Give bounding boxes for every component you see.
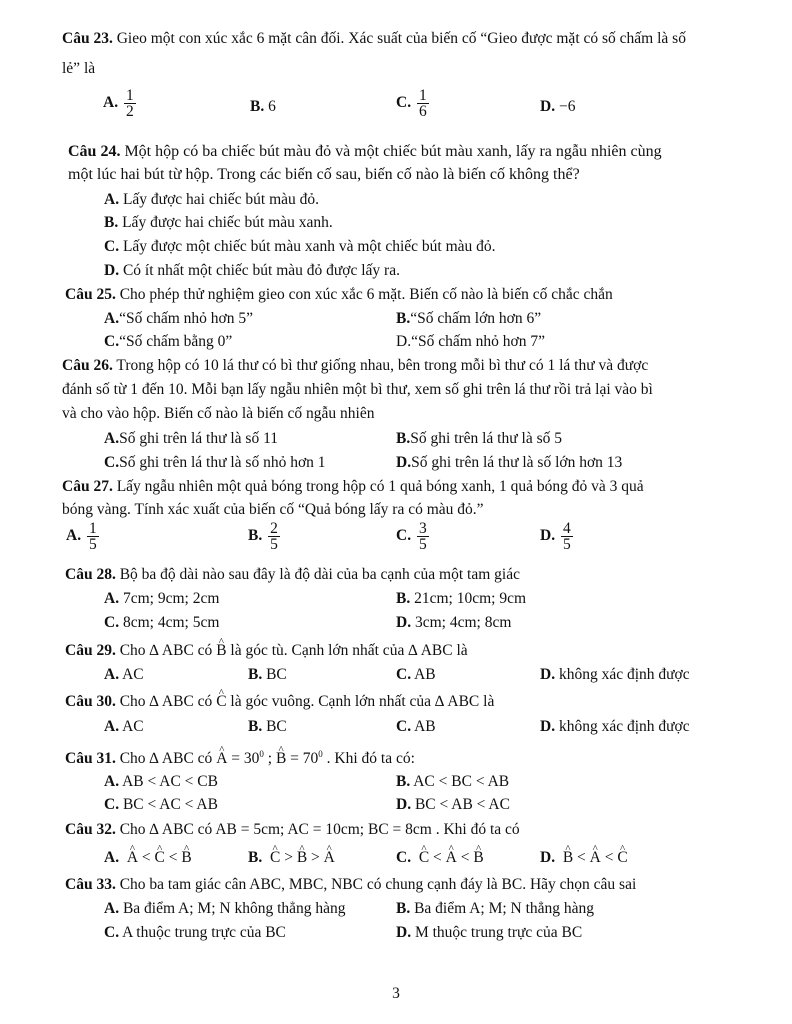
- q32-option-d[interactable]: D. ^ B < ^ A < ^ C: [540, 849, 628, 867]
- q26-stem-cont1: đánh số từ 1 đến 10. Mỗi bạn lấy ngẫu nhiên một bì thư, xem số ghi trên lá thư rồi trả lại vào bì: [62, 381, 653, 398]
- q29-option-b[interactable]: B. BC: [248, 666, 287, 683]
- fraction: $\frac{4}{5}$: [562, 520, 571, 553]
- q31-option-d[interactable]: D. BC < AB < AC: [396, 796, 510, 813]
- q26-stem: Câu 26. Trong hộp có 10 lá thư có bì thư giống nhau, bên trong mỗi bì thư có 1 lá thư và được: [62, 357, 649, 374]
- q28-option-c[interactable]: C. 8cm; 4cm; 5cm: [104, 614, 220, 631]
- q24-option-b[interactable]: B. Lấy được hai chiếc bút màu xanh.: [104, 214, 333, 231]
- q23-option-d[interactable]: D. −6: [540, 98, 576, 115]
- q23-option-b[interactable]: B. 6: [250, 98, 276, 115]
- q29-option-d[interactable]: D. không xác định được: [540, 666, 690, 683]
- q32-stem: Câu 32. Cho ∆ ABC có AB = 5cm; AC = 10cm; BC = 8cm . Khi đó ta có: [65, 821, 520, 838]
- q26-option-b[interactable]: B.Số ghi trên lá thư là số 5: [396, 430, 562, 447]
- q28-option-b[interactable]: B. 21cm; 10cm; 9cm: [396, 590, 527, 607]
- fraction: $\frac{2}{5}$: [270, 520, 278, 553]
- q25-stem: Câu 25. Cho phép thử nghiệm gieo con xúc xắc 6 mặt. Biến cố nào là biến cố chắc chắn: [65, 286, 613, 303]
- q29-option-a[interactable]: A. AC: [104, 666, 144, 683]
- q24-stem: Câu 24. Một hộp có ba chiếc bút màu đỏ và một chiếc bút màu xanh, lấy ra ngẫu nhiên cùng: [68, 143, 662, 160]
- q27-option-a[interactable]: A. $\frac{1}{5}$: [66, 520, 97, 553]
- fraction: $\frac{1}{2}$: [125, 87, 134, 120]
- q24-option-a[interactable]: A. Lấy được hai chiếc bút màu đỏ.: [104, 191, 320, 208]
- q25-option-d[interactable]: D.“Số chấm nhỏ hơn 7”: [396, 333, 545, 350]
- q30-option-a[interactable]: A. AC: [104, 718, 144, 735]
- q31-option-b[interactable]: B. AC < BC < AB: [396, 773, 510, 790]
- q30-stem: Câu 30. Cho ∆ ABC có ^ C là góc vuông. Cạnh lớn nhất của ∆ ABC là: [65, 693, 494, 711]
- q27-option-c[interactable]: C. $\frac{3}{5}$: [396, 520, 427, 553]
- fraction: $\frac{1}{6}$: [418, 87, 427, 120]
- q24-stem-cont: một lúc hai bút từ hộp. Trong các biến cố sau, biến cố nào là biến cố không thể?: [68, 166, 580, 183]
- q32-option-a[interactable]: A. ^ A < ^ C < ^ B: [104, 849, 192, 867]
- q23-stem-cont: lẻ” là: [62, 60, 96, 77]
- angle-a: ^ A: [216, 750, 227, 768]
- q33-option-b[interactable]: B. Ba điểm A; M; N thẳng hàng: [396, 900, 595, 917]
- fraction: $\frac{3}{5}$: [418, 520, 427, 553]
- q25-option-a[interactable]: A.“Số chấm nhỏ hơn 5”: [104, 310, 253, 327]
- q26-option-c[interactable]: C.Số ghi trên lá thư là số nhỏ hơn 1: [104, 454, 326, 471]
- q23-option-c[interactable]: C. $\frac{1}{6}$: [396, 87, 427, 120]
- q23-stem: Câu 23. Gieo một con xúc xắc 6 mặt cân đối. Xác suất của biến cố “Gieo được mặt có số chấm là số: [62, 30, 686, 47]
- q25-option-c[interactable]: C.“Số chấm bằng 0”: [104, 333, 233, 350]
- angle-b: ^ B: [276, 750, 286, 768]
- q24-option-c[interactable]: C. Lấy được một chiếc bút màu xanh và một chiếc bút màu đỏ.: [104, 238, 496, 255]
- q33-option-d[interactable]: D. M thuộc trung trực của BC: [396, 924, 583, 941]
- q30-option-b[interactable]: B. BC: [248, 718, 287, 735]
- q27-stem-cont: bóng vàng. Tính xác xuất của biến cố “Quả bóng lấy ra có màu đỏ.”: [62, 501, 484, 518]
- q25-option-b[interactable]: B.“Số chấm lớn hơn 6”: [396, 310, 542, 327]
- q33-stem: Câu 33. Cho ba tam giác cân ABC, MBC, NBC có chung cạnh đáy là BC. Hãy chọn câu sai: [65, 876, 637, 893]
- q26-option-a[interactable]: A.Số ghi trên lá thư là số 11: [104, 430, 279, 447]
- q28-stem: Câu 28. Bộ ba độ dài nào sau đây là độ dài của ba cạnh của một tam giác: [65, 566, 520, 583]
- fraction: $\frac{1}{5}$: [88, 520, 97, 553]
- q26-option-d[interactable]: D.Số ghi trên lá thư là số lớn hơn 13: [396, 454, 623, 471]
- page-number: 3: [392, 985, 400, 1002]
- q31-option-c[interactable]: C. BC < AC < AB: [104, 796, 218, 813]
- q23-option-a[interactable]: A. $\frac{1}{2}$: [103, 87, 134, 120]
- q29-option-c[interactable]: C. AB: [396, 666, 436, 683]
- q29-stem: Câu 29. Cho ∆ ABC có ^ B là góc tù. Cạnh lớn nhất của ∆ ABC là: [65, 642, 468, 660]
- q24-option-d[interactable]: D. Có ít nhất một chiếc bút màu đỏ được lấy ra.: [104, 262, 400, 279]
- angle-b: ^ B: [216, 642, 226, 660]
- q32-option-c[interactable]: C. ^ C < ^ A < ^ B: [396, 849, 484, 867]
- q27-option-d[interactable]: D. $\frac{4}{5}$: [540, 520, 571, 553]
- q27-option-b[interactable]: B. $\frac{2}{5}$: [248, 520, 278, 553]
- q30-option-c[interactable]: C. AB: [396, 718, 436, 735]
- q26-stem-cont2: và cho vào hộp. Biến cố nào là biến cố ngẫu nhiên: [62, 405, 375, 422]
- q28-option-d[interactable]: D. 3cm; 4cm; 8cm: [396, 614, 512, 631]
- q33-option-a[interactable]: A. Ba điểm A; M; N không thẳng hàng: [104, 900, 346, 917]
- q31-option-a[interactable]: A. AB < AC < CB: [104, 773, 218, 790]
- q31-stem: Câu 31. Cho ∆ ABC có ^ $A = 30^0$ ; ^ $B = 70^0$ . Khi đó ta có:: [65, 745, 415, 768]
- q32-option-b[interactable]: B. ^ C > ^ B > ^ A: [248, 849, 335, 867]
- q30-option-d[interactable]: D. không xác định được: [540, 718, 690, 735]
- angle-c: ^ C: [216, 693, 226, 711]
- q27-stem: Câu 27. Lấy ngẫu nhiên một quả bóng trong hộp có 1 quả bóng xanh, 1 quả bóng đỏ và 3 quả: [62, 478, 644, 495]
- q33-option-c[interactable]: C. A thuộc trung trực của BC: [104, 924, 286, 941]
- q28-option-a[interactable]: A. 7cm; 9cm; 2cm: [104, 590, 220, 607]
